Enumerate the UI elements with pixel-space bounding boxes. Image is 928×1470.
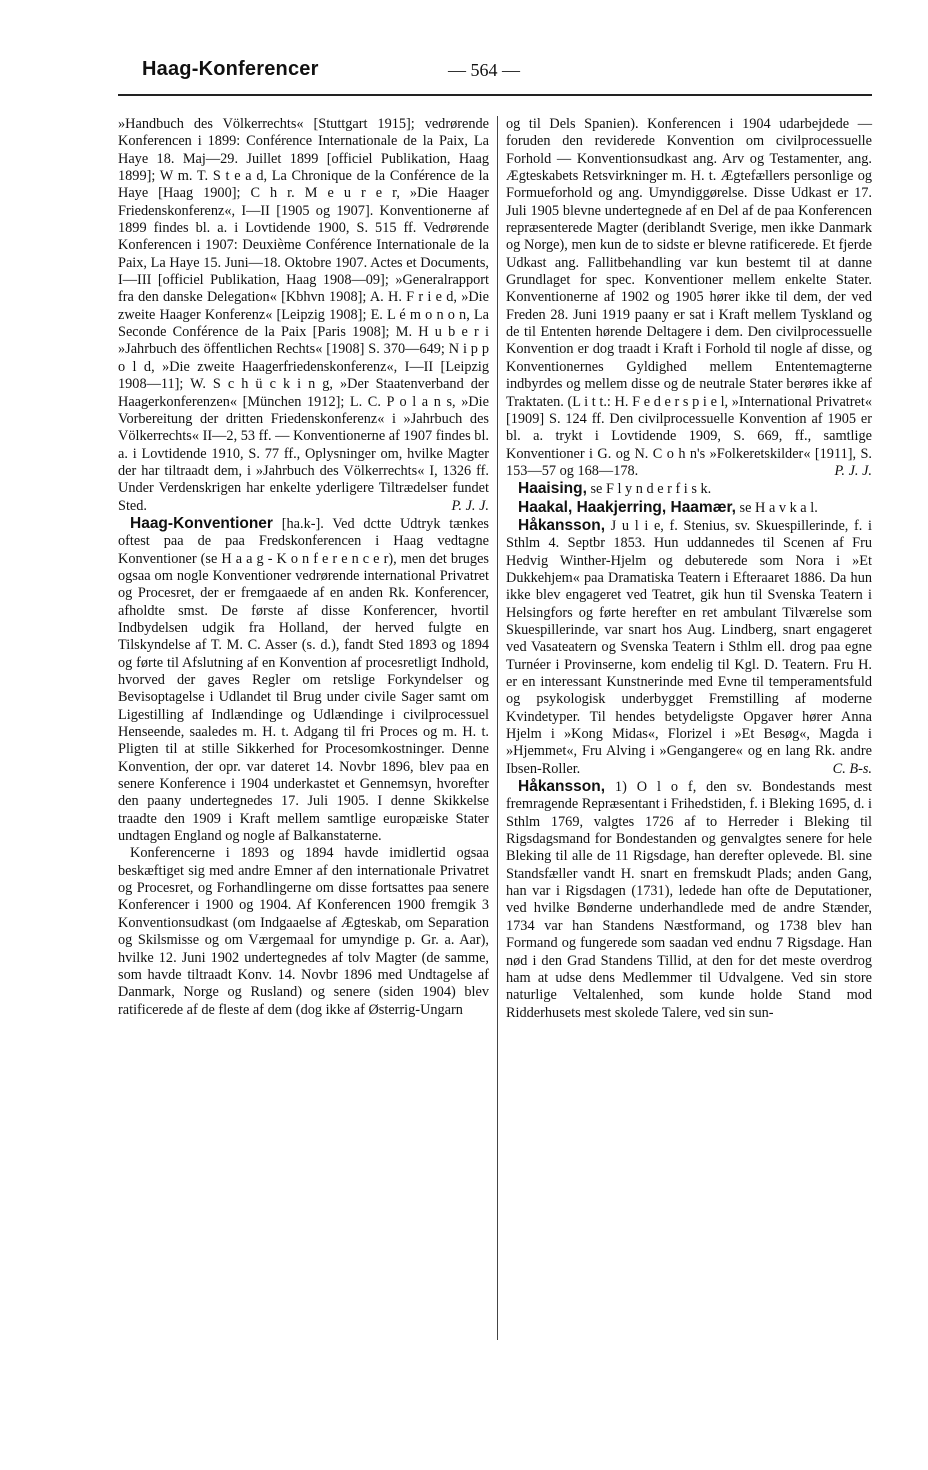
entry-text: [ha.k-]. Ved dctte Udtryk tænkes oftest paa de paa Fredskonferencen i Haag vedtagne Konventioner (se H a a g - K o n f e r e n c e r), men det bruges ogsaa om nogle Konventioner vedrørende international Privatret og Procesret, der er fremgaaede af en anden Rk. Konferencer, afholdte smst. De første af disse Konferencer, hvortil Indbydelsen udgik fra Holland, der herved fulgte en Tilskyndelse af T. M. C. Asser (s. d.), fandt Sted 1893 og 1894 og førte til Afslutning af en Konvention af procesretligt Indhold, hvorved der gaves Regler om retslige Forkyndelser og Bevisoptagelse i Udlandet til Brug under civile Sager samt om Ligestilling af Indlændinge og Udlændinge i civilprocessuel Henseende, saaledes m. H. t. Adgang til fri Proces og m. H. t. Pligten til at stille Sikkerhed for Procesomkostninger. Denne Konvention, der opr. var dateret 14. Novbr 1896, blev paa en senere Konference i 1904 underkastet et Gennemsyn, hvorefter den paany undertegnedes 17. Juli 1905. I denne Skikkelse traadte den 1909 i Kraft mellem samtlige europæiske Stater undtagen England og nogle af Balkanstaterne. [118, 515, 489, 845]
entry-haag-konventioner [118, 515, 489, 846]
entry-hakansson-julie [506, 517, 872, 778]
entry-text: J u l i e, f. Stenius, sv. Skuespillerinde, f. i Sthlm 4. Septbr 1853. Hun uddannedes til Scenen af Fru Hedvig Winther-Hjelm og debuterede som Nora i »Et Dukkehjem« paa Dramatiska Teatern i Efteraaret 1886. Da hun ikke blev engageret ved Teatret, gik hun til Svenska Teatern i Helsingfors og førte herefter en ret ambulant Tilværelse som Skuespillerinde, var snart hos Aug. Lindberg, snart engageret ved Vasateatern og Svenska Teatern i Sthlm ell. drog paa egne Turnéer i Provinserne, kom endelig til Kgl. D. Teatern. Fru H. er en interessant Kunstnerinde med Evne til temperamentsfuld og psykologisk underbygget Fremstilling af moderne Kvindetyper. Til hendes betydeligste Opgaver hører Anna Hjelm i »Kong Midas«, Florizel i »Et Besøg«, Magda i »Hjemmet«, Fru Alving i »Gengangere« og en lang Rk. andre Ibsen-Roller. [506, 517, 872, 777]
entry-text: se F l y n d e r f i s k. [586, 481, 712, 498]
running-head-title: Haag-Konferencer [142, 58, 319, 80]
left-column [118, 116, 489, 1019]
entry-text: se H a v k a l. [735, 499, 818, 516]
headword: Haaising, [518, 480, 587, 498]
headword: Haakal, Haakjerring, Haamær, [518, 498, 736, 516]
paragraph [118, 845, 489, 1018]
column-divider [497, 116, 498, 1340]
continued-paragraph [506, 116, 872, 480]
author-signature: P. J. J. [834, 462, 872, 479]
author-signature: P. J. J. [451, 497, 489, 514]
page-number: — 564 — [448, 60, 520, 80]
literature-paragraph [118, 116, 489, 515]
entry-text: 1) O l o f, den sv. Bondestands mest fremragende Repræsentant i Frihedstiden, f. i Bleking 1695, d. i Sthlm 1769, valgtes 1726 af to Herreder i Bleking til Rigsdagsmand for Bondestanden og genvalgtes senere for hele Bleking til alle de 11 Rigsdage, han derefter oplevede. Bl. sine Standsfæller vandt H. snart en fremskudt Plads; anden Gang, han var i Rigsdagen (1731), ledede han ofte de Deputationer, ved hvilke Bønderne underhandlede med de andre Stænder, 1734 var han Standens Næstformand, og 1738 blev han Formand og fungerede som saadan ved endnu 7 Rigsdage. Han nød i den Grad Standens Tillid, at den for det meste overdrog ham at udse dens Medlemmer til Udvalgene. Ved sin store naturlige Veltalenhed, som kunde holde Stand mod Ridderhusets mest skolede Talere, ved sin sun- [506, 779, 872, 1021]
entry-haaising [506, 480, 872, 498]
paragraph-text: Konferencerne i 1893 og 1894 havde imidlertid ogsaa beskæftiget sig med andre Emner af den internationale Privatret og Procesret, og Forhandlingerne om disse fortsattes paa senere Konferencer i 1900 og 1904. Af Konferencen 1900 fremgik 3 Konventionsudkast (om Indgaaelse af Ægteskab, om Separation og Skilsmisse og om Værgemaal for umyndige p. Gr. a. Aar), hvilke 12. Juni 1902 undertegnedes af tolv Magter (de samme, som havde tiltraadt Konv. 14. Novbr 1896 med Undtagelse af Danmark, Norge og Rusland) og senere (siden 1904) blev ratificerede af de fleste af dem (dog ikke af Østerrig-Ungarn [118, 845, 489, 1018]
entry-haakal [506, 499, 872, 517]
right-column [506, 116, 872, 1022]
literature-text: »Handbuch des Völkerrechts« [Stuttgart 1915]; vedrørende Konferencen i 1899: Conférence Internationale de la Paix, La Haye 18. Maj—29. Juillet 1899 [officiel Publikation, Haag 1899]; W m. T. S t e a d, La Chronique de la Conférence de la Haye [Haag 1900]; C h r. M e u r e r, »Die Haager Friedenskonferenz«, I—II [1905 og 1907]. Konventionerne af 1899 findes bl. a. i Lovtidende 1900, S. 515 ff. Vedrørende Konferencen i 1907: Deuxième Conférence Internationale de la Paix, La Haye 15. Juni—18. Oktobre 1907. Actes et Documents, I—III [officiel Publikation, Haag 1908—09]; »Generalrapport fra den danske Delegation« [Kbhvn 1908]; A. H. F r i e d, »Die zweite Haager Konferenz« [Leipzig 1908]; E. L é m o n o n, La Seconde Conférence de la Paix [Paris 1908]; M. H u b e r i »Jahrbuch des öffentlichen Rechts« [1908] S. 370—649; N i p p o l d, »Die zweite Haagerfriedenskonferenz«, I—II [Leipzig 1908—11]; W. S c h ü c k i n g, »Der Staatenverband der Haagerkonferenzen« [München 1912]; L. C. P o l a n s, »Die Vorbereitung der dritten Friedenskonferenz« i »Jahrbuch des Völkerrechts« II—2, 53 ff. — Konventionerne af 1907 findes bl. a. i Lovtidende 1910, S. 77 ff., Oplysninger om, hvilke Magter der har tiltraadt dem, i »Jahrbuch des Völkerrechts« I, 1326 ff. Under Verdenskrigen har enkelte yderligere Tiltrædelser fundet Sted. [118, 116, 489, 514]
paragraph-text: og til Dels Spanien). Konferencen i 1904 udarbejdede — foruden den reviderede Konvention om civilprocessuelle Forhold — Konventionsudkast ang. Arv og Testamenter, ang. Ægteskabets Retsvirkninger m. H. t. Ægtefællers personlige og Formueforhold og ang. Umyndiggørelse. Disse Udkast er 17. Juli 1905 blevne undertegnede af en Del af de paa Konferencen repræsenterede Magter (deriblandt Sverige, men ikke Danmark og Norge), men kun de to sidste er blevne ratificerede. Et fjerde Udkast ang. Fallitbehandling var kun bestemt til at danne Grundlaget for spec. Konventioner mellem enkelte Stater. Konventionerne af 1902 og 1905 hører ikke til dem, der ved Freden 28. Juni 1919 paany er sat i Kraft mellem Tyskland og de til Ententen hørende Deltagere i dem. Den civilprocessuelle Konvention er dog traadt i Kraft i Forhold til nogle af disse, og Konventionernes Gyldighed mellem Ententemagterne indbyrdes og mellem disse og de neutrale Stater berøres ikke af Traktaten. (L i t t.: H. F e d e r s p i e l, »International Privatret« [1909] S. 124 ff. Den civilprocessuelle Konvention af 1905 er bl. a. trykt i Lovtidende 1909, S. 669, ff., samtlige Konventioner i G. og N. C o h n's »Folkeretskilder« [1911], S. 153—57 og 168—178. [506, 116, 872, 479]
headword: Håkansson, [518, 516, 606, 534]
entry-hakansson-olof [506, 778, 872, 1022]
author-signature: C. B-s. [832, 760, 872, 777]
headword: Håkansson, [518, 778, 606, 796]
header-rule [118, 94, 872, 96]
headword: Haag-Konventioner [130, 514, 273, 532]
